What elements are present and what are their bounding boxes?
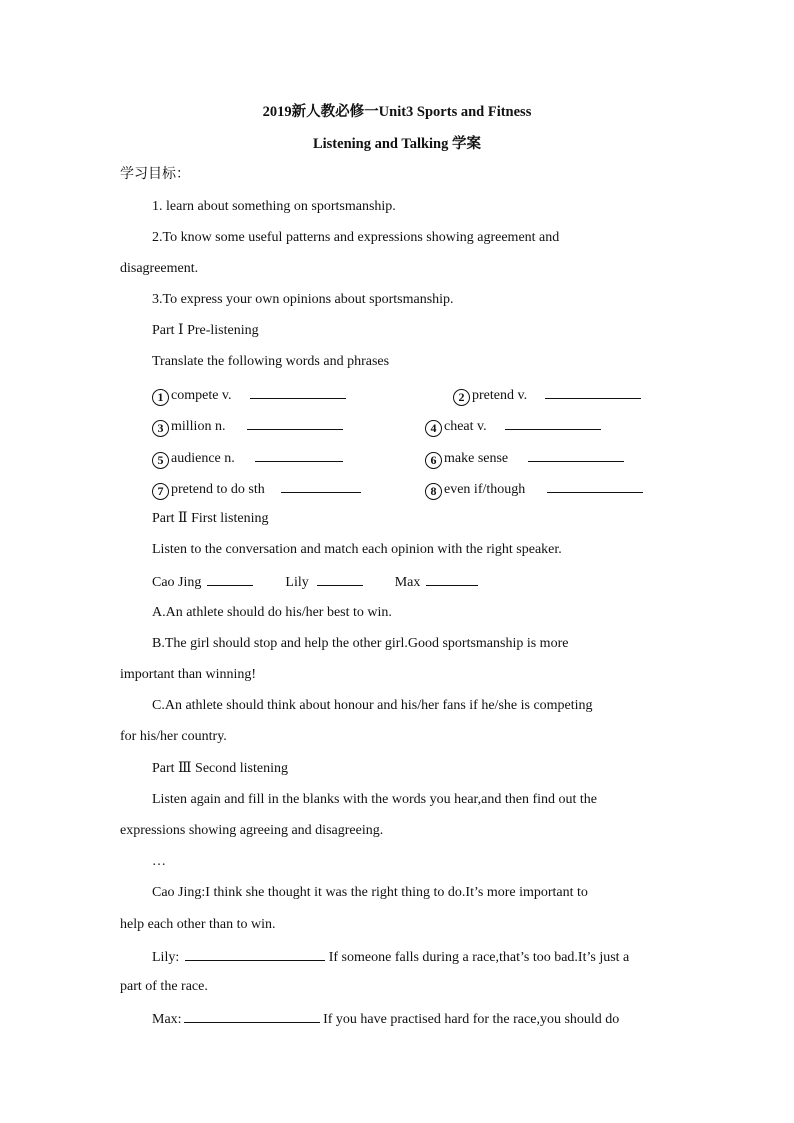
part1-instruction: Translate the following words and phrases — [152, 354, 390, 369]
page-title: 2019新人教必修一Unit3 Sports and Fitness — [262, 104, 532, 120]
answer-blank[interactable] — [247, 416, 343, 430]
answer-blank[interactable] — [547, 479, 643, 493]
part1-heading: Part Ⅰ Pre-listening — [152, 323, 259, 338]
answer-blank[interactable] — [426, 572, 478, 586]
vocab-item: 8 even if/though — [425, 479, 643, 500]
part3-instruction-cont: expressions showing agreeing and disagreeing. — [120, 823, 384, 838]
number-circle: 4 — [425, 420, 442, 437]
page-subtitle: Listening and Talking 学案 — [312, 136, 482, 152]
opinion-a: A.An athlete should do his/her best to win. — [152, 605, 392, 620]
dialogue-caojing: Cao Jing:I think she thought it was the right thing to do.It’s more important to — [152, 885, 588, 900]
speaker-label: Lily: — [152, 950, 180, 965]
dialogue-lily: Lily: If someone falls during a race,that’s too bad.It’s just a — [152, 947, 629, 967]
answer-blank[interactable] — [545, 385, 641, 399]
vocab-item: 4 cheat v. — [425, 416, 601, 437]
vocab-item: 7 pretend to do sth — [152, 479, 361, 500]
dialogue-lily-cont: part of the race. — [120, 979, 208, 994]
speaker-row — [152, 572, 478, 592]
opinion-b: B.The girl should stop and help the other girl.Good sportsmanship is more — [152, 636, 569, 651]
speaker-label: Max — [394, 575, 421, 590]
part3-heading: Part Ⅲ Second listening — [152, 761, 288, 776]
objective-3: 3.To express your own opinions about sportsmanship. — [152, 292, 454, 307]
answer-blank[interactable] — [255, 448, 343, 462]
number-circle: 6 — [425, 452, 442, 469]
speaker-label: Lily — [285, 575, 309, 590]
part3-instruction: Listen again and fill in the blanks with the words you hear,and then find out the — [152, 792, 598, 807]
speaker-label: Max: — [152, 1012, 182, 1027]
number-circle: 3 — [152, 420, 169, 437]
number-circle: 5 — [152, 452, 169, 469]
number-circle: 2 — [453, 389, 470, 406]
part2-instruction: Listen to the conversation and match each opinion with the right speaker. — [152, 542, 562, 557]
number-circle: 7 — [152, 483, 169, 500]
answer-blank[interactable] — [281, 479, 361, 493]
objectives-heading: 学习目标： — [120, 167, 190, 182]
answer-blank[interactable] — [184, 1009, 320, 1023]
ellipsis: … — [152, 854, 166, 869]
part2-heading: Part Ⅱ First listening — [152, 511, 269, 526]
answer-blank[interactable] — [528, 448, 624, 462]
answer-blank[interactable] — [185, 947, 325, 961]
objective-1: 1. learn about something on sportsmanship. — [152, 199, 396, 214]
opinion-b-cont: important than winning! — [120, 667, 257, 682]
number-circle: 1 — [152, 389, 169, 406]
vocab-item: 3 million n. — [152, 416, 343, 437]
answer-blank[interactable] — [505, 416, 601, 430]
vocab-item: 2 pretend v. — [453, 385, 641, 406]
dialogue-max: Max: If you have practised hard for the race,you should do — [152, 1009, 619, 1029]
objective-2: 2.To know some useful patterns and expressions showing agreement and — [152, 230, 560, 245]
number-circle: 8 — [425, 483, 442, 500]
vocab-item: 6 make sense — [425, 448, 624, 469]
opinion-c: C.An athlete should think about honour and his/her fans if he/she is competing — [152, 698, 593, 713]
dialogue-caojing-cont: help each other than to win. — [120, 917, 276, 932]
answer-blank[interactable] — [250, 385, 346, 399]
speaker-label: Cao Jing — [152, 575, 202, 590]
opinion-c-cont: for his/her country. — [120, 729, 227, 744]
vocab-item: 1 compete v. — [152, 385, 346, 406]
answer-blank[interactable] — [317, 572, 363, 586]
objective-2-cont: disagreement. — [120, 261, 199, 276]
answer-blank[interactable] — [207, 572, 253, 586]
vocab-item: 5 audience n. — [152, 448, 343, 469]
